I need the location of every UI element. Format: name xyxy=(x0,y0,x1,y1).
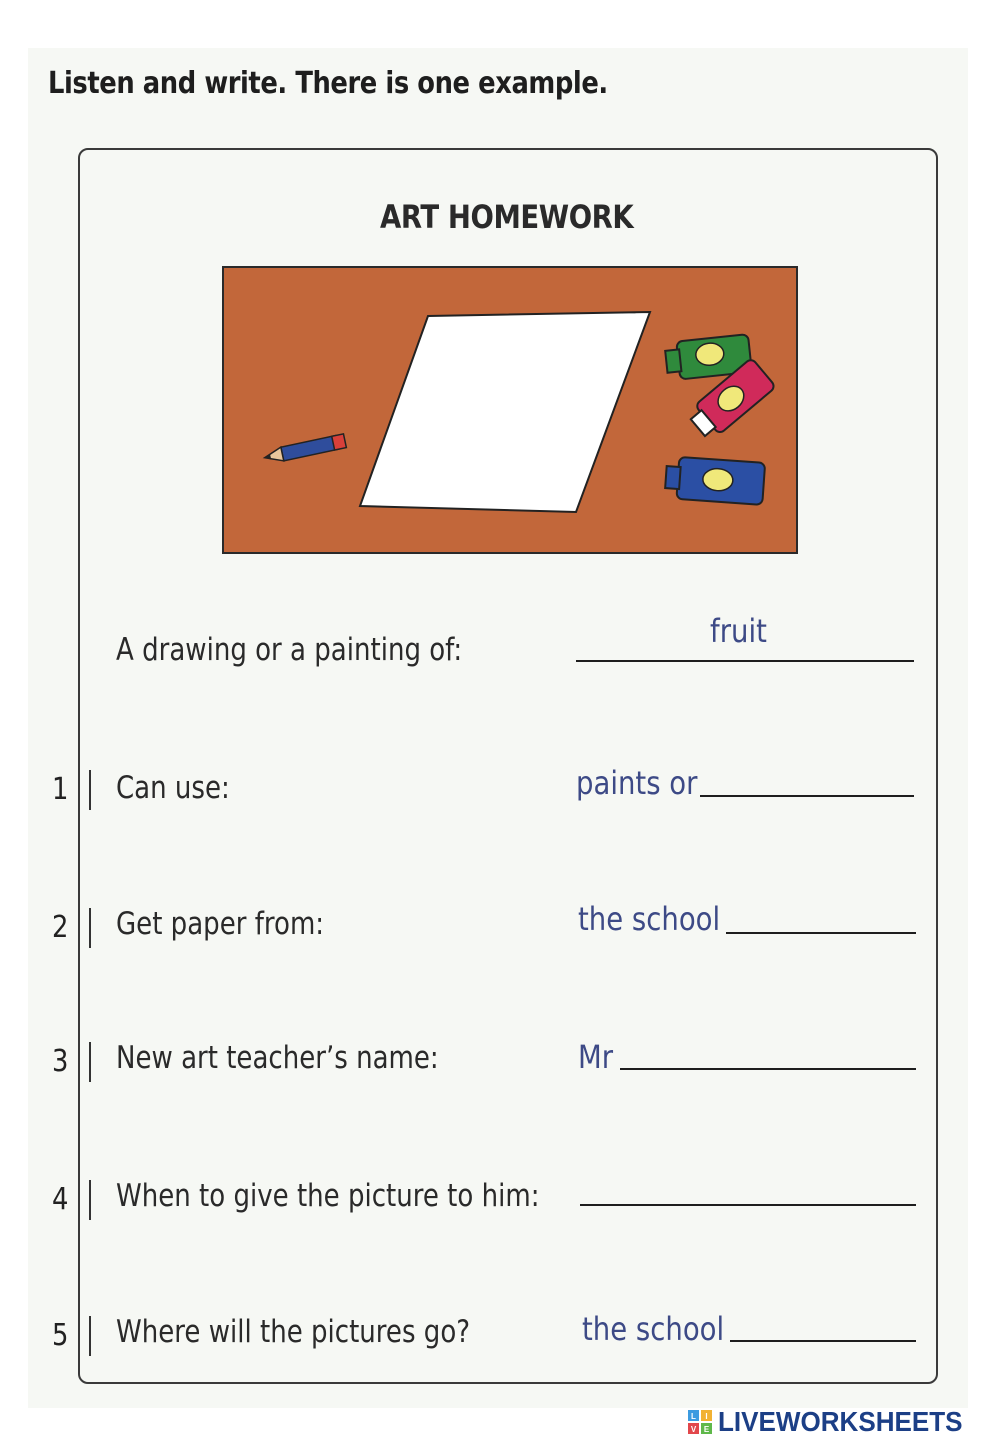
answer-prefix: Mr xyxy=(578,1038,614,1076)
question-number: 1 xyxy=(52,772,69,807)
question-text: When to give the picture to him: xyxy=(116,1178,540,1214)
logo-letter: L xyxy=(691,1412,696,1421)
answer-prefix: the school xyxy=(582,1310,725,1348)
number-separator xyxy=(89,1316,91,1356)
number-separator xyxy=(89,1180,91,1220)
number-separator xyxy=(89,770,91,810)
logo-letter: E xyxy=(703,1425,710,1434)
question-text: Can use: xyxy=(116,770,230,806)
logo-letter: I xyxy=(705,1412,708,1421)
number-separator xyxy=(89,1042,91,1082)
question-number: 2 xyxy=(52,910,69,945)
number-separator xyxy=(89,908,91,948)
paint-tube-blue-icon xyxy=(664,456,765,505)
answer-blank-3[interactable] xyxy=(620,1068,916,1070)
question-number: 5 xyxy=(52,1318,69,1353)
logo-letter: V xyxy=(690,1425,697,1434)
liveworksheets-brand[interactable] xyxy=(688,1404,988,1438)
answer-blank-4[interactable] xyxy=(580,1204,916,1206)
question-text: New art teacher’s name: xyxy=(116,1040,439,1076)
liveworksheets-logo-icon xyxy=(688,1410,712,1434)
answer-blank-2[interactable] xyxy=(726,932,916,934)
page-title: ART HOMEWORK xyxy=(380,198,634,236)
answer-prefix: paints or xyxy=(576,764,698,802)
brand-name: LIVEWORKSHEETS xyxy=(718,1406,963,1437)
example-answer-line xyxy=(576,660,914,662)
question-number: 4 xyxy=(52,1182,69,1217)
art-homework-illustration xyxy=(222,266,798,554)
question-number: 3 xyxy=(52,1044,69,1079)
question-text: Get paper from: xyxy=(116,906,325,942)
instruction-text: Listen and write. There is one example. xyxy=(48,66,608,101)
question-text: Where will the pictures go? xyxy=(116,1314,471,1350)
example-answer: fruit xyxy=(710,612,767,650)
answer-blank-5[interactable] xyxy=(730,1340,916,1342)
answer-prefix: the school xyxy=(578,900,721,938)
example-question: A drawing or a painting of: xyxy=(116,632,463,668)
answer-blank-1[interactable] xyxy=(700,795,914,797)
